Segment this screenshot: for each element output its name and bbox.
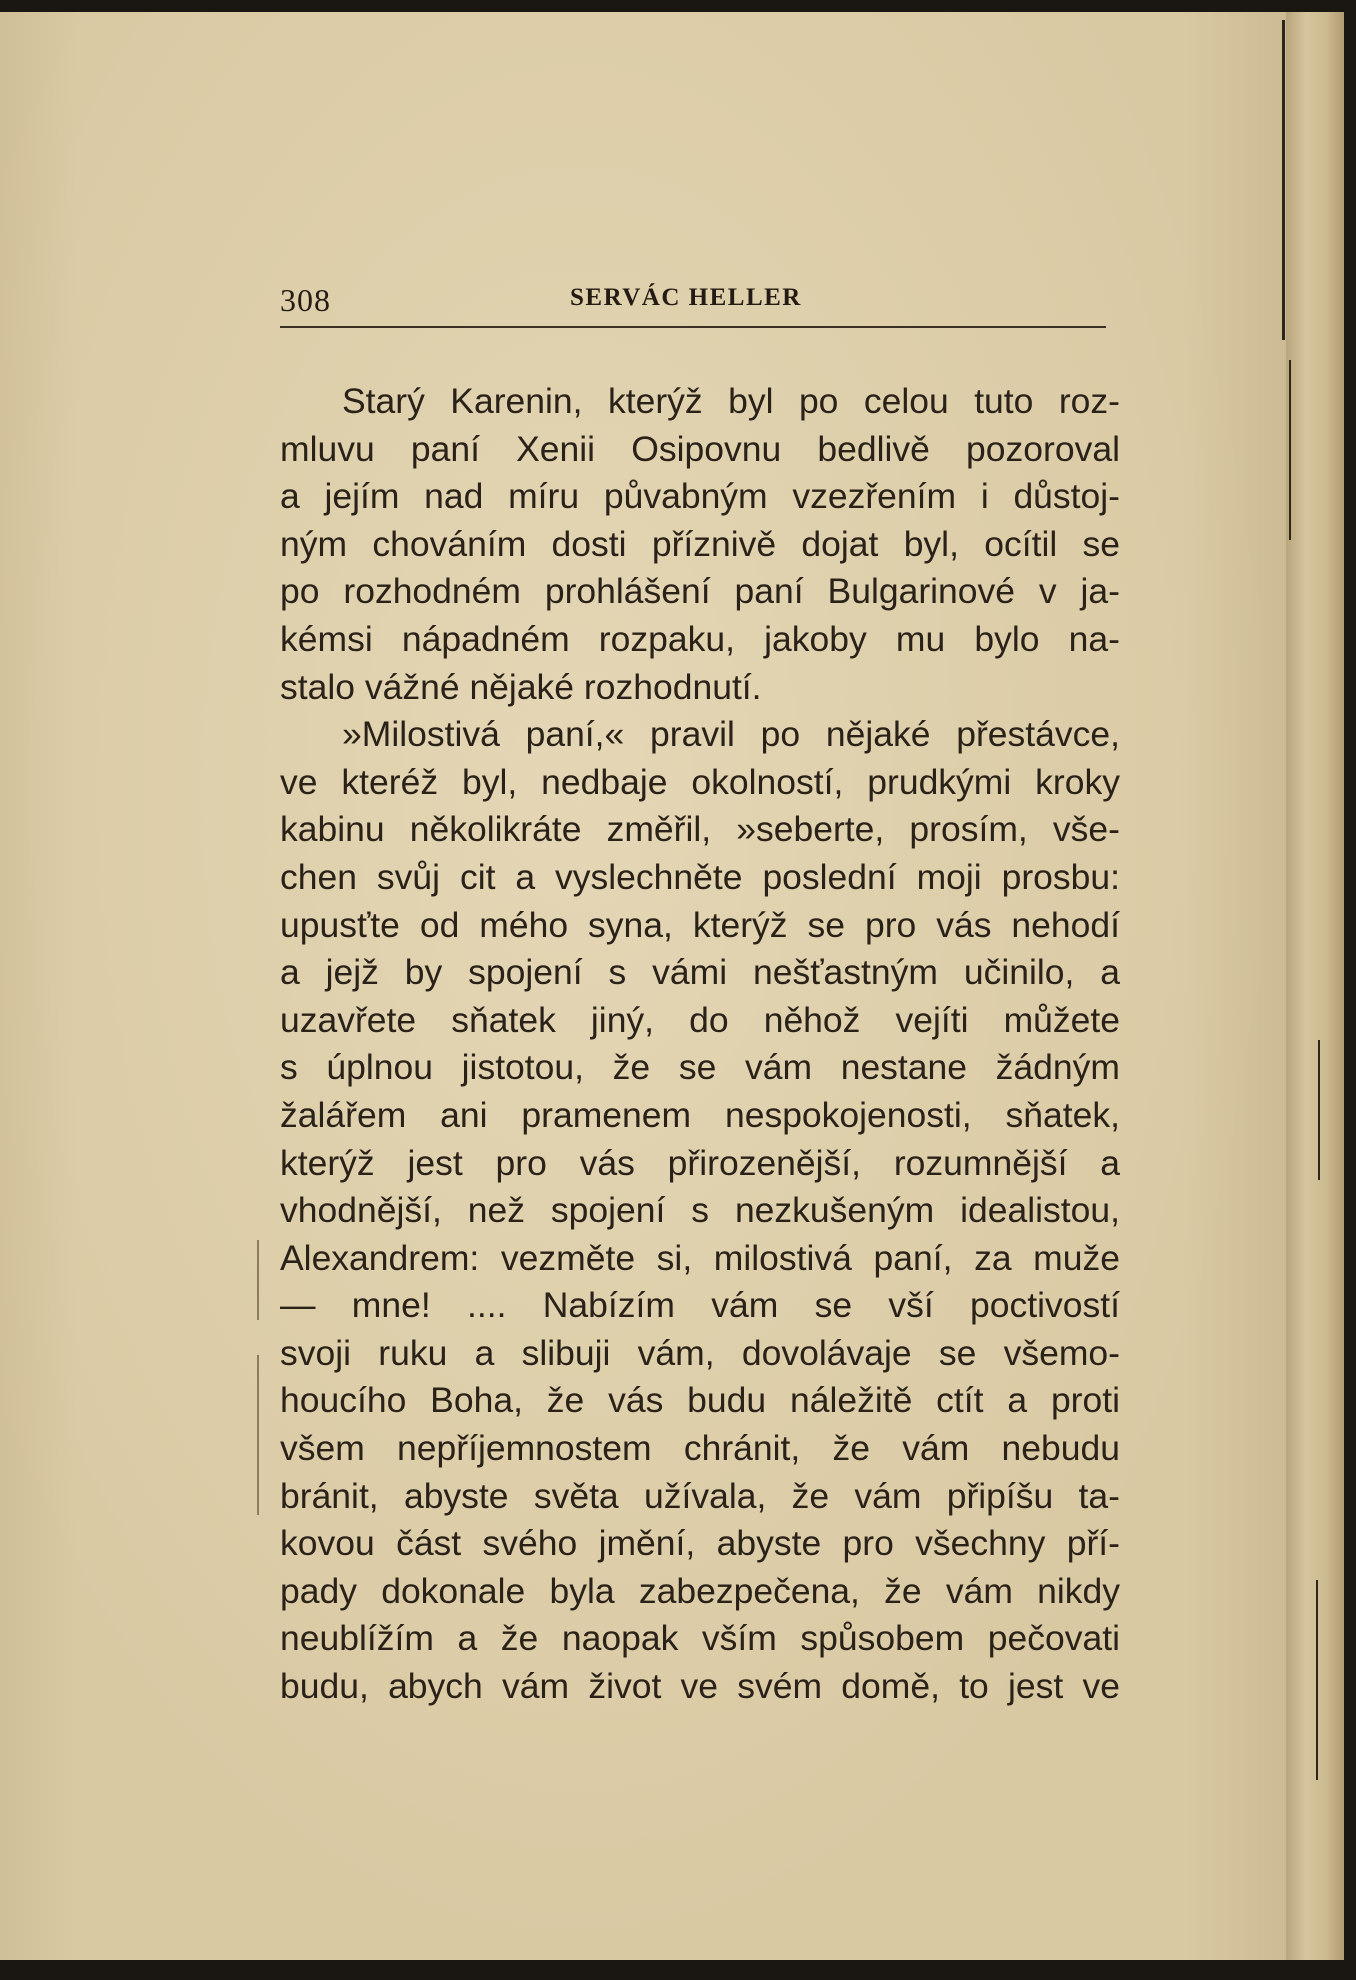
margin-mark (257, 1355, 259, 1515)
text-line: budu, abych vám život ve svém domě, to jest ve (280, 1666, 1120, 1707)
text-line: — mne! .... Nabízím vám se vší poctivostí (280, 1285, 1120, 1326)
text-line: chen svůj cit a vyslechněte poslední moji prosbu: (280, 856, 1120, 897)
text-line: bránit, abyste světa užívala, že vám připíšu ta- (280, 1475, 1120, 1516)
text-line: mluvu paní Xenii Osipovnu bedlivě pozoroval (280, 428, 1120, 469)
text-line: neublížím a že naopak vším spůsobem pečovati (280, 1618, 1120, 1659)
text-line: pady dokonale byla zabezpečena, že vám nikdy (280, 1570, 1120, 1611)
text-line: svoji ruku a slibuji vám, dovolávaje se všemo- (280, 1332, 1120, 1373)
text-line: Starý Karenin, kterýž byl po celou tuto roz- (342, 381, 1120, 421)
text-line: Alexandrem: vezměte si, milostivá paní, za muže (280, 1237, 1120, 1278)
text-line: a jejím nad míru půvabným vzezřením i důstoj- (280, 476, 1120, 517)
text-line: všem nepříjemnostem chránit, že vám nebudu (280, 1428, 1120, 1469)
text-line: houcího Boha, že vás budu náležitě ctít a proti (280, 1380, 1120, 1421)
text-line: ve kteréž byl, nedbaje okolností, prudkými kroky (280, 761, 1120, 802)
text-line: kterýž jest pro vás přirozenější, rozumnější a (280, 1142, 1120, 1183)
page-header (280, 268, 1106, 328)
binding-shadow-line (1318, 1040, 1320, 1180)
text-line: kabinu několikráte změřil, »seberte, prosím, vše- (280, 809, 1120, 850)
text-line: stalo vážné nějaké rozhodnutí. (280, 666, 762, 707)
header-rule (280, 326, 1106, 328)
page-edge (1286, 12, 1344, 1960)
body-text (280, 378, 1120, 1711)
page-number: 308 (280, 282, 331, 318)
text-line: žalářem ani pramenem nespokojenosti, sňatek, (280, 1094, 1120, 1135)
text-line: a jejž by spojení s vámi nešťastným učinilo, a (280, 952, 1120, 993)
text-line: kémsi nápadném rozpaku, jakoby mu bylo na- (280, 618, 1120, 659)
text-line: upusťte od mého syna, kterýž se pro vás nehodí (280, 904, 1120, 945)
text-line: »Milostivá paní,« pravil po nějaké přestávce, (342, 714, 1120, 755)
binding-shadow-line (1289, 360, 1291, 540)
binding-shadow-line (1282, 20, 1285, 340)
binding-shadow-line (1316, 1580, 1318, 1780)
running-head: SERVÁC HELLER (570, 284, 802, 311)
text-line: s úplnou jistotou, že se vám nestane žádným (280, 1047, 1120, 1088)
text-line: vhodnější, než spojení s nezkušeným idealistou, (280, 1190, 1120, 1231)
margin-mark (257, 1240, 259, 1320)
text-line: ným chováním dosti příznivě dojat byl, ocítil se (280, 523, 1120, 564)
text-line: po rozhodném prohlášení paní Bulgarinové v ja- (280, 571, 1120, 612)
text-line: kovou část svého jmění, abyste pro všechny pří- (280, 1523, 1120, 1564)
text-line: uzavřete sňatek jiný, do něhož vejíti můžete (280, 999, 1120, 1040)
